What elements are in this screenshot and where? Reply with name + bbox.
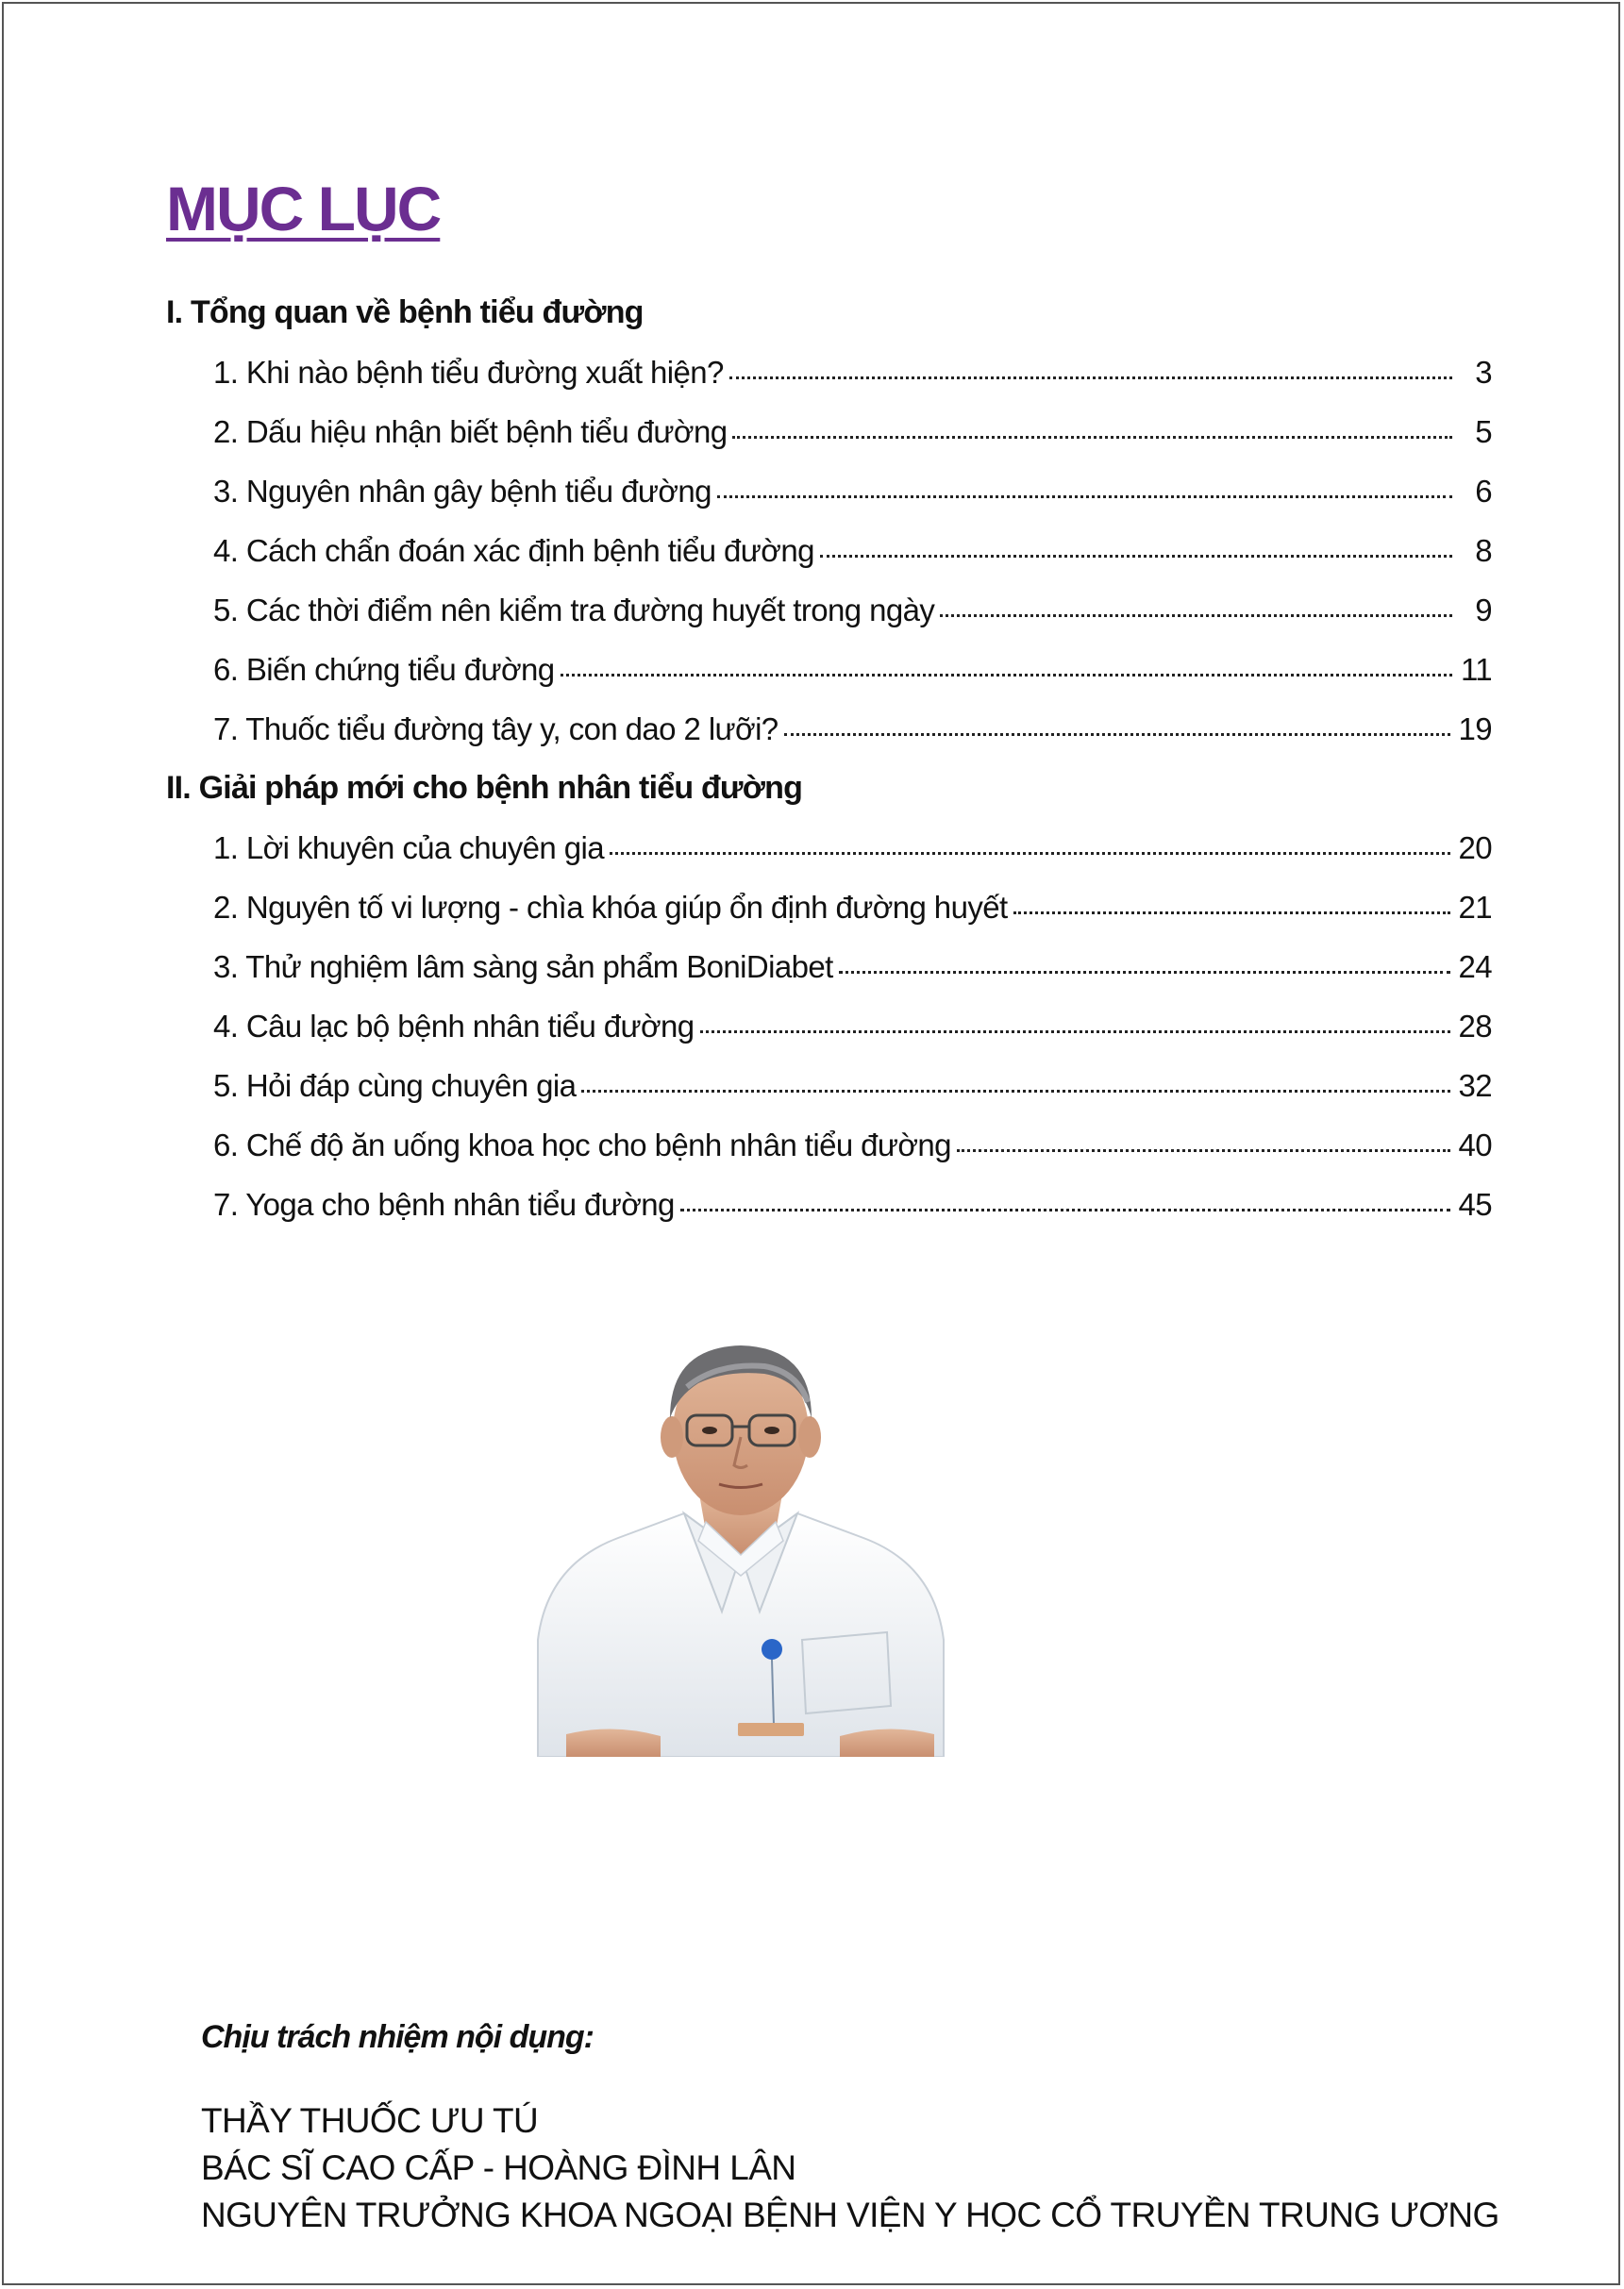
- toc-entry[interactable]: [166, 699, 1492, 759]
- credit-line: NGUYÊN TRƯỞNG KHOA NGOẠI BỆNH VIỆN Y HỌC CỔ TRUYỀN TRUNG ƯƠNG: [201, 2196, 1499, 2234]
- dot-leader: [940, 614, 1452, 617]
- page-title: MỤC LỤC: [166, 174, 441, 243]
- toc-entry[interactable]: [166, 1175, 1492, 1234]
- toc-entry[interactable]: [166, 1056, 1492, 1115]
- dot-leader: [700, 1030, 1451, 1033]
- toc-entry[interactable]: [166, 818, 1492, 877]
- toc-entry-page: 24: [1458, 949, 1492, 984]
- dot-leader: [957, 1149, 1451, 1152]
- toc-entry-page: 5: [1475, 414, 1492, 449]
- toc-entry[interactable]: [166, 343, 1492, 402]
- toc-entry-label: 5. Hỏi đáp cùng chuyên gia: [213, 1068, 577, 1103]
- toc-entry-label: 3. Nguyên nhân gây bệnh tiểu đường: [213, 474, 712, 509]
- credits-block: [201, 2019, 1522, 2239]
- toc-entry-page: 8: [1475, 533, 1492, 568]
- toc-entry[interactable]: [166, 937, 1492, 996]
- toc-entry[interactable]: [166, 521, 1492, 580]
- dot-leader: [581, 1090, 1450, 1093]
- toc-entry-label: 6. Chế độ ăn uống khoa học cho bệnh nhân tiểu đường: [213, 1128, 951, 1162]
- credit-line: BÁC SĨ CAO CẤP - HOÀNG ĐÌNH LÂN: [201, 2148, 796, 2187]
- dot-leader: [1013, 911, 1451, 914]
- toc-entry-page: 19: [1458, 711, 1492, 746]
- toc-entry[interactable]: [166, 640, 1492, 699]
- dot-leader: [732, 436, 1452, 439]
- toc-entry[interactable]: [166, 877, 1492, 937]
- dot-leader: [820, 555, 1452, 558]
- toc-entry-page: 6: [1475, 474, 1492, 509]
- toc-entry-page: 28: [1458, 1009, 1492, 1044]
- dot-leader: [784, 733, 1451, 736]
- section-heading: II. Giải pháp mới cho bệnh nhân tiểu đường: [166, 770, 803, 806]
- toc-entry[interactable]: [166, 580, 1492, 640]
- toc-entry-page: 11: [1460, 652, 1492, 687]
- table-of-contents: [166, 283, 1492, 1234]
- credit-line: THẦY THUỐC ƯU TÚ: [201, 2101, 539, 2140]
- toc-entry-page: 21: [1458, 890, 1492, 925]
- toc-entry[interactable]: [166, 996, 1492, 1056]
- toc-entry-label: 6. Biến chứng tiểu đường: [213, 652, 555, 687]
- toc-entry-label: 1. Khi nào bệnh tiểu đường xuất hiện?: [213, 355, 724, 390]
- toc-entry-page: 3: [1475, 355, 1492, 390]
- toc-entry-page: 40: [1458, 1128, 1492, 1162]
- toc-entry-label: 2. Dấu hiệu nhận biết bệnh tiểu đường: [213, 414, 728, 449]
- toc-entry-label: 7. Thuốc tiểu đường tây y, con dao 2 lưỡi?: [213, 711, 779, 746]
- dot-leader: [680, 1209, 1451, 1211]
- dot-leader: [729, 376, 1452, 379]
- toc-entry-page: 20: [1458, 830, 1492, 865]
- dot-leader: [610, 852, 1451, 855]
- toc-entry-page: 9: [1475, 593, 1492, 627]
- toc-entry-label: 4. Cách chẩn đoán xác định bệnh tiểu đường: [213, 533, 814, 568]
- credits-label: Chịu trách nhiệm nội dụng:: [201, 2019, 594, 2055]
- toc-entry-page: 45: [1458, 1187, 1492, 1222]
- toc-entry-label: 1. Lời khuyên của chuyên gia: [213, 830, 604, 865]
- dot-leader: [717, 495, 1452, 498]
- toc-entry-label: 2. Nguyên tố vi lượng - chìa khóa giúp ổn định đường huyết: [213, 890, 1008, 925]
- dot-leader: [839, 971, 1451, 974]
- toc-entry-label: 3. Thử nghiệm lâm sàng sản phẩm BoniDiabet: [213, 949, 833, 984]
- section-heading: I. Tổng quan về bệnh tiểu đường: [166, 294, 644, 330]
- toc-entry-label: 5. Các thời điểm nên kiểm tra đường huyết trong ngày: [213, 593, 935, 627]
- toc-entry[interactable]: [166, 1115, 1492, 1175]
- toc-entry[interactable]: [166, 461, 1492, 521]
- toc-entry[interactable]: [166, 402, 1492, 461]
- toc-entry-label: 7. Yoga cho bệnh nhân tiểu đường: [213, 1187, 675, 1222]
- dot-leader: [561, 674, 1453, 677]
- toc-entry-label: 4. Câu lạc bộ bệnh nhân tiểu đường: [213, 1009, 695, 1044]
- toc-entry-page: 32: [1458, 1068, 1492, 1103]
- doctor-portrait: [528, 1328, 953, 1757]
